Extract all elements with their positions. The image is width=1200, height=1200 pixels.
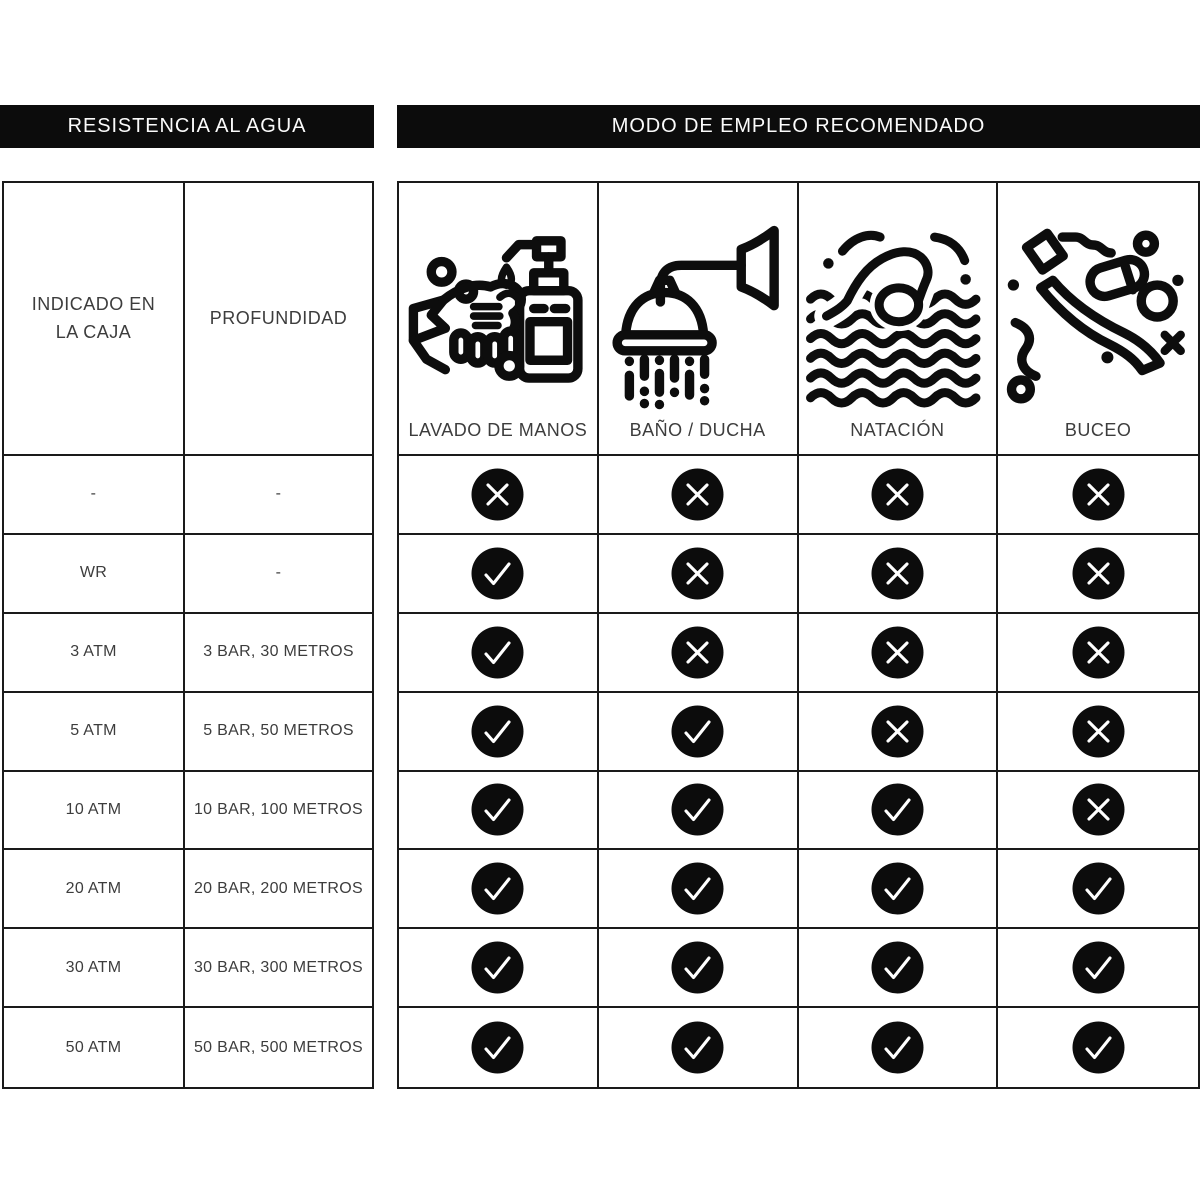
usage-column-diving: [998, 183, 1198, 456]
left-section-header-bar: [0, 105, 374, 148]
cross-icon: [1072, 468, 1125, 521]
profundidad-value: 3 BAR, 30 METROS: [185, 614, 372, 693]
profundidad-value: 5 BAR, 50 METROS: [185, 693, 372, 772]
check-icon: [871, 783, 924, 836]
check-icon: [471, 547, 524, 600]
column-header-indicado: INDICADO EN LA CAJA: [4, 183, 185, 456]
right-section-header-bar: [397, 105, 1200, 148]
usage-mark-cell: [998, 929, 1198, 1008]
usage-mark-cell: [399, 456, 599, 535]
check-icon: [1072, 941, 1125, 994]
cross-icon: [671, 547, 724, 600]
usage-table: [397, 181, 1200, 1089]
cross-icon: [671, 626, 724, 679]
caja-value: 30 ATM: [4, 929, 185, 1008]
usage-mark-cell: [399, 929, 599, 1008]
usage-mark-cell: [799, 614, 999, 693]
check-icon: [1072, 1021, 1125, 1074]
usage-column-handwash: [399, 183, 599, 456]
usage-mark-cell: [799, 1008, 999, 1087]
usage-mark-cell: [599, 1008, 799, 1087]
usage-column-label: BAÑO / DUCHA: [629, 420, 766, 440]
check-icon: [471, 1021, 524, 1074]
usage-mark-cell: [399, 614, 599, 693]
usage-mark-cell: [599, 850, 799, 929]
usage-mark-cell: [998, 693, 1198, 772]
caja-value: 10 ATM: [4, 772, 185, 851]
cross-icon: [1072, 705, 1125, 758]
cross-icon: [871, 626, 924, 679]
caja-value: 20 ATM: [4, 850, 185, 929]
check-icon: [671, 941, 724, 994]
usage-mark-cell: [799, 693, 999, 772]
check-icon: [671, 1021, 724, 1074]
usage-mark-cell: [599, 693, 799, 772]
check-icon: [471, 705, 524, 758]
usage-mark-cell: [399, 850, 599, 929]
cross-icon: [871, 547, 924, 600]
check-icon: [871, 941, 924, 994]
check-icon: [471, 783, 524, 836]
profundidad-value: 30 BAR, 300 METROS: [185, 929, 372, 1008]
usage-mark-cell: [998, 850, 1198, 929]
caja-value: 50 ATM: [4, 1008, 185, 1087]
usage-mark-cell: [799, 772, 999, 851]
shower-icon: [604, 223, 792, 411]
profundidad-value: -: [185, 456, 372, 535]
usage-mark-cell: [998, 535, 1198, 614]
usage-mark-cell: [399, 772, 599, 851]
usage-column-shower: [599, 183, 799, 456]
usage-mark-cell: [998, 772, 1198, 851]
usage-mark-cell: [599, 614, 799, 693]
profundidad-value: 50 BAR, 500 METROS: [193, 1038, 364, 1056]
usage-mark-cell: [998, 1008, 1198, 1087]
cross-icon: [671, 468, 724, 521]
check-icon: [671, 862, 724, 915]
check-icon: [471, 862, 524, 915]
usage-column-label: BUCEO: [1064, 420, 1132, 440]
check-icon: [671, 705, 724, 758]
usage-mark-cell: [998, 456, 1198, 535]
column-header-profundidad: PROFUNDIDAD: [185, 183, 372, 456]
usage-mark-cell: [599, 456, 799, 535]
cross-icon: [871, 468, 924, 521]
caja-value: WR: [4, 535, 185, 614]
usage-column-label: NATACIÓN: [850, 420, 945, 440]
check-icon: [671, 783, 724, 836]
check-icon: [1072, 862, 1125, 915]
cross-icon: [1072, 783, 1125, 836]
profundidad-value: -: [185, 535, 372, 614]
usage-mark-cell: [399, 693, 599, 772]
cross-icon: [1072, 547, 1125, 600]
usage-mark-cell: [599, 772, 799, 851]
check-icon: [471, 941, 524, 994]
handwash-icon: [404, 223, 592, 411]
swimming-icon: [803, 223, 991, 411]
usage-mark-cell: [599, 535, 799, 614]
cross-icon: [1072, 626, 1125, 679]
cross-icon: [471, 468, 524, 521]
left-section-title: RESISTENCIA AL AGUA: [67, 115, 307, 137]
caja-value: 3 ATM: [4, 614, 185, 693]
usage-mark-cell: [799, 535, 999, 614]
cross-icon: [871, 705, 924, 758]
check-icon: [471, 626, 524, 679]
caja-value: -: [4, 456, 185, 535]
caja-value: 5 ATM: [4, 693, 185, 772]
profundidad-value: 20 BAR, 200 METROS: [185, 850, 372, 929]
usage-mark-cell: [399, 1008, 599, 1087]
usage-column-label: LAVADO DE MANOS: [408, 420, 588, 440]
usage-mark-cell: [998, 614, 1198, 693]
usage-mark-cell: [399, 535, 599, 614]
check-icon: [871, 862, 924, 915]
usage-mark-cell: [799, 850, 999, 929]
usage-mark-cell: [799, 929, 999, 1008]
usage-mark-cell: [799, 456, 999, 535]
diving-icon: [1004, 223, 1192, 411]
right-section-title: MODO DE EMPLEO RECOMENDADO: [611, 115, 986, 137]
profundidad-value: 10 BAR, 100 METROS: [185, 772, 372, 851]
check-icon: [871, 1021, 924, 1074]
water-resistance-table: [2, 181, 374, 1089]
usage-mark-cell: [599, 929, 799, 1008]
usage-column-swimming: [799, 183, 999, 456]
